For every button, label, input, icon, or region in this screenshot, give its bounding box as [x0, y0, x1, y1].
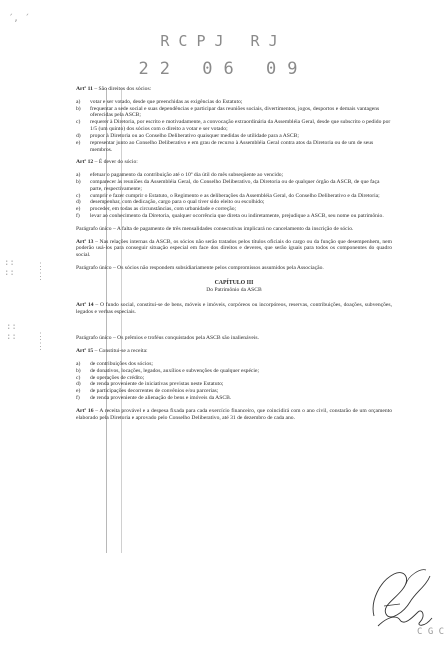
- list-item: a) de contribuições dos sócios;: [76, 361, 153, 367]
- list-item: f) levar ao conhecimento da Diretoria, qualquer ocorrência que direta ou indiretamente, prejudique a ASCB, seu nome ou patrimônio.: [76, 213, 384, 219]
- page-mark: C G C: [417, 627, 445, 637]
- list-item: e) de participações decorrentes de convênios e/ou parcerias;: [76, 388, 219, 395]
- list-item: b) frequentar a sede social e suas dependências e participar das reuniões sociais, divertimentos, jogos, desportos e demais vantagens oferecidas pela ASCB;: [76, 105, 380, 119]
- list-item: b) de donativos, locações, legados, auxílios e subvenções de qualquer espécie;: [76, 367, 260, 374]
- list-item: a) votar e ser votado, desde que preenchidas as exigências do Estatuto;: [76, 98, 243, 105]
- chapter-subtitle: Do Patrimônio da ASCB: [206, 286, 262, 293]
- art14-paragraph-unico: Parágrafo único – Os prêmios e troféus conquistados pela ASCB são inalienáveis.: [76, 335, 260, 342]
- document-body: [76, 86, 392, 428]
- art12-list: [76, 172, 392, 220]
- registry-stamp: RCPJ RJ: [160, 32, 287, 50]
- list-item: a) efetuar o pagamento da contribuição até o 10º dia útil do mês subseqüente ao vencido;: [76, 172, 284, 179]
- list-item: b) comparecer às reuniões da Assembléia Geral, do Conselho Deliberativo, da Diretoria ou de qualquer órgão da ASCB, de que faça parte, respectivamente;: [76, 178, 380, 192]
- list-item: e) representar junto ao Conselho Deliberativo e em grau de recurso à Assembléia Geral contra atos da Diretoria ou de um de seus membros.: [76, 139, 374, 153]
- list-item: d) desempenhar, com dedicação, cargo para o qual tiver sido eleito ou escolhido;: [76, 199, 265, 206]
- paragraph-unico-1: Parágrafo único – A falta de pagamento de três mensalidades consecutivas implicará no cancelamento da inscrição de sócio.: [76, 225, 354, 232]
- margin-stamp-mark: :: ::: [6, 322, 17, 342]
- list-item: f) de renda proveniente de alienação de bens e imóveis da ASCB.: [76, 395, 232, 402]
- list-item: d) de renda proveniente de iniciativas previstas neste Estatuto;: [76, 381, 224, 388]
- handwritten-signature: [360, 556, 440, 636]
- list-item: e) proceder, em todas as circunstâncias, com urbanidade e correção;: [76, 206, 237, 213]
- art11-heading: Artº 11 – São direitos dos sócios:: [76, 86, 152, 92]
- list-item: c) cumprir e fazer cumprir o Estatuto, o Regimento e as deliberações da Assembléia Geral, do Conselho Deliberativo e da Diretoria;: [76, 192, 380, 199]
- margin-stamp-mark: ⋮ ⋮: [36, 332, 45, 352]
- margin-stamp-mark: :: ::: [4, 258, 15, 278]
- art14-paragraph: Artº 14 – O fundo social, constituí-se de bens, móveis e imóveis, corpóreos ou incorpóreos, reservas, contribuições, doações, subvenções, legados e verbas especiais.: [76, 301, 392, 315]
- art16-paragraph: Artº 16 – A receita provável e a despesa fixada para cada exercício financeiro, que coincidirá com o ano civil, constarão de um orçamento elaborado pela Diretoria e aprovado pelo Conselho Deliberativo, até 31 de dezembro de cada ano.: [76, 407, 393, 421]
- date-stamp: 22 06 09: [138, 59, 309, 79]
- art13-paragraph: Artº 13 – Nas relações internas da ASCB, os sócios não serão tratados pelos títulos oficiais do cargo ou da função que desempenhem, nem poderão usá-los para conseguir situação especial em face dos direitos e deveres, que serão iguais para todos os componentes do quadro social.: [76, 238, 392, 259]
- list-item: d) propor à Diretoria ou ao Conselho Deliberativo quaisquer medidas de utilidade para a ASCB;: [76, 132, 299, 139]
- list-item: c) de operações de crédito;: [76, 374, 145, 381]
- chapter-title: CAPÍTULO III: [214, 279, 254, 286]
- art11-list: [76, 99, 392, 154]
- paragraph-unico-2: Parágrafo único – Os sócios não respondem subsidiariamente pelos compromissos assumidos pela Associação.: [76, 265, 324, 272]
- art15-list: [76, 361, 392, 402]
- art15-heading: Artº 15 – Constitui-se a receita:: [76, 348, 148, 355]
- list-item: c) requerer à Diretoria, por escrito e motivadamente, a convocação extraordinária da Assembléia Geral, desde que subscrito o pedido por 1/5 (um quinto) dos sócios com o direito a votar e ser votado;: [76, 119, 391, 133]
- corner-mark: ´, ´: [8, 14, 30, 24]
- art12-heading: Artº 12 – É dever do sócio:: [76, 159, 138, 166]
- margin-stamp-mark: ⋮ ⋮: [36, 262, 45, 282]
